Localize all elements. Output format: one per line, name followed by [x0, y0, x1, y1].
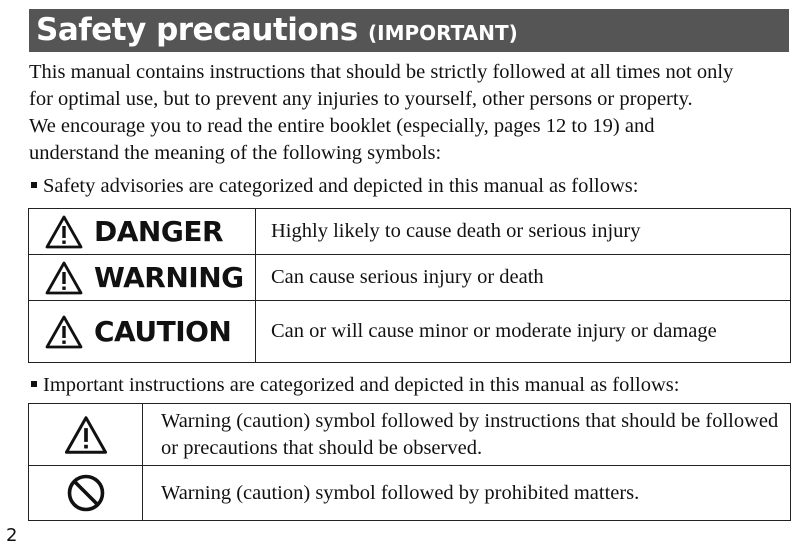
- table-row: [29, 466, 791, 521]
- bullet-icon: [31, 381, 37, 387]
- page-title: Safety precautions (IMPORTANT): [36, 12, 518, 48]
- warning-triangle-icon: [63, 414, 109, 456]
- signal-description: Highly likely to cause death or serious injury: [256, 209, 791, 255]
- symbol-description: Warning (caution) symbol followed by instructions that should be followed or precautions that should be observed.: [143, 404, 791, 466]
- warning-triangle-icon: [44, 260, 84, 296]
- symbol-description: Warning (caution) symbol followed by prohibited matters.: [143, 466, 791, 521]
- signal-cell: [29, 209, 256, 255]
- table-row: [29, 301, 791, 363]
- intro-line: understand the meaning of the following symbols:: [29, 142, 442, 164]
- intro-paragraph: [29, 59, 794, 167]
- table-row: [29, 404, 791, 466]
- bullet-icon: [31, 182, 37, 188]
- signal-description: Can or will cause minor or moderate injury or damage: [256, 301, 791, 363]
- signal-description: Can cause serious injury or death: [256, 255, 791, 301]
- advisories-table: [28, 208, 791, 363]
- prohibited-icon: [66, 473, 106, 513]
- instructions-table: [28, 403, 791, 521]
- table-row: [29, 255, 791, 301]
- section-title-bar: [29, 9, 789, 52]
- signal-cell: [29, 255, 256, 301]
- page-number: 2: [6, 525, 18, 546]
- instructions-heading: Important instructions are categorized and depicted in this manual as follows:: [29, 374, 679, 397]
- signal-word-caution: CAUTION: [94, 315, 232, 348]
- table-row: [29, 209, 791, 255]
- warning-triangle-icon: [44, 314, 84, 350]
- page-subtitle: (IMPORTANT): [368, 21, 518, 45]
- symbol-cell: [29, 404, 143, 466]
- warning-triangle-icon: [44, 214, 84, 250]
- signal-cell: [29, 301, 256, 363]
- signal-word-danger: DANGER: [94, 215, 224, 248]
- signal-word-warning: WARNING: [94, 261, 244, 294]
- intro-line: We encourage you to read the entire booklet (especially, pages 12 to 19) and: [29, 115, 655, 137]
- intro-line: This manual contains instructions that should be strictly followed at all times not only: [29, 61, 734, 83]
- advisories-heading: Safety advisories are categorized and depicted in this manual as follows:: [29, 175, 638, 198]
- symbol-cell: [29, 466, 143, 521]
- intro-line: for optimal use, but to prevent any injuries to yourself, other persons or property.: [29, 88, 693, 110]
